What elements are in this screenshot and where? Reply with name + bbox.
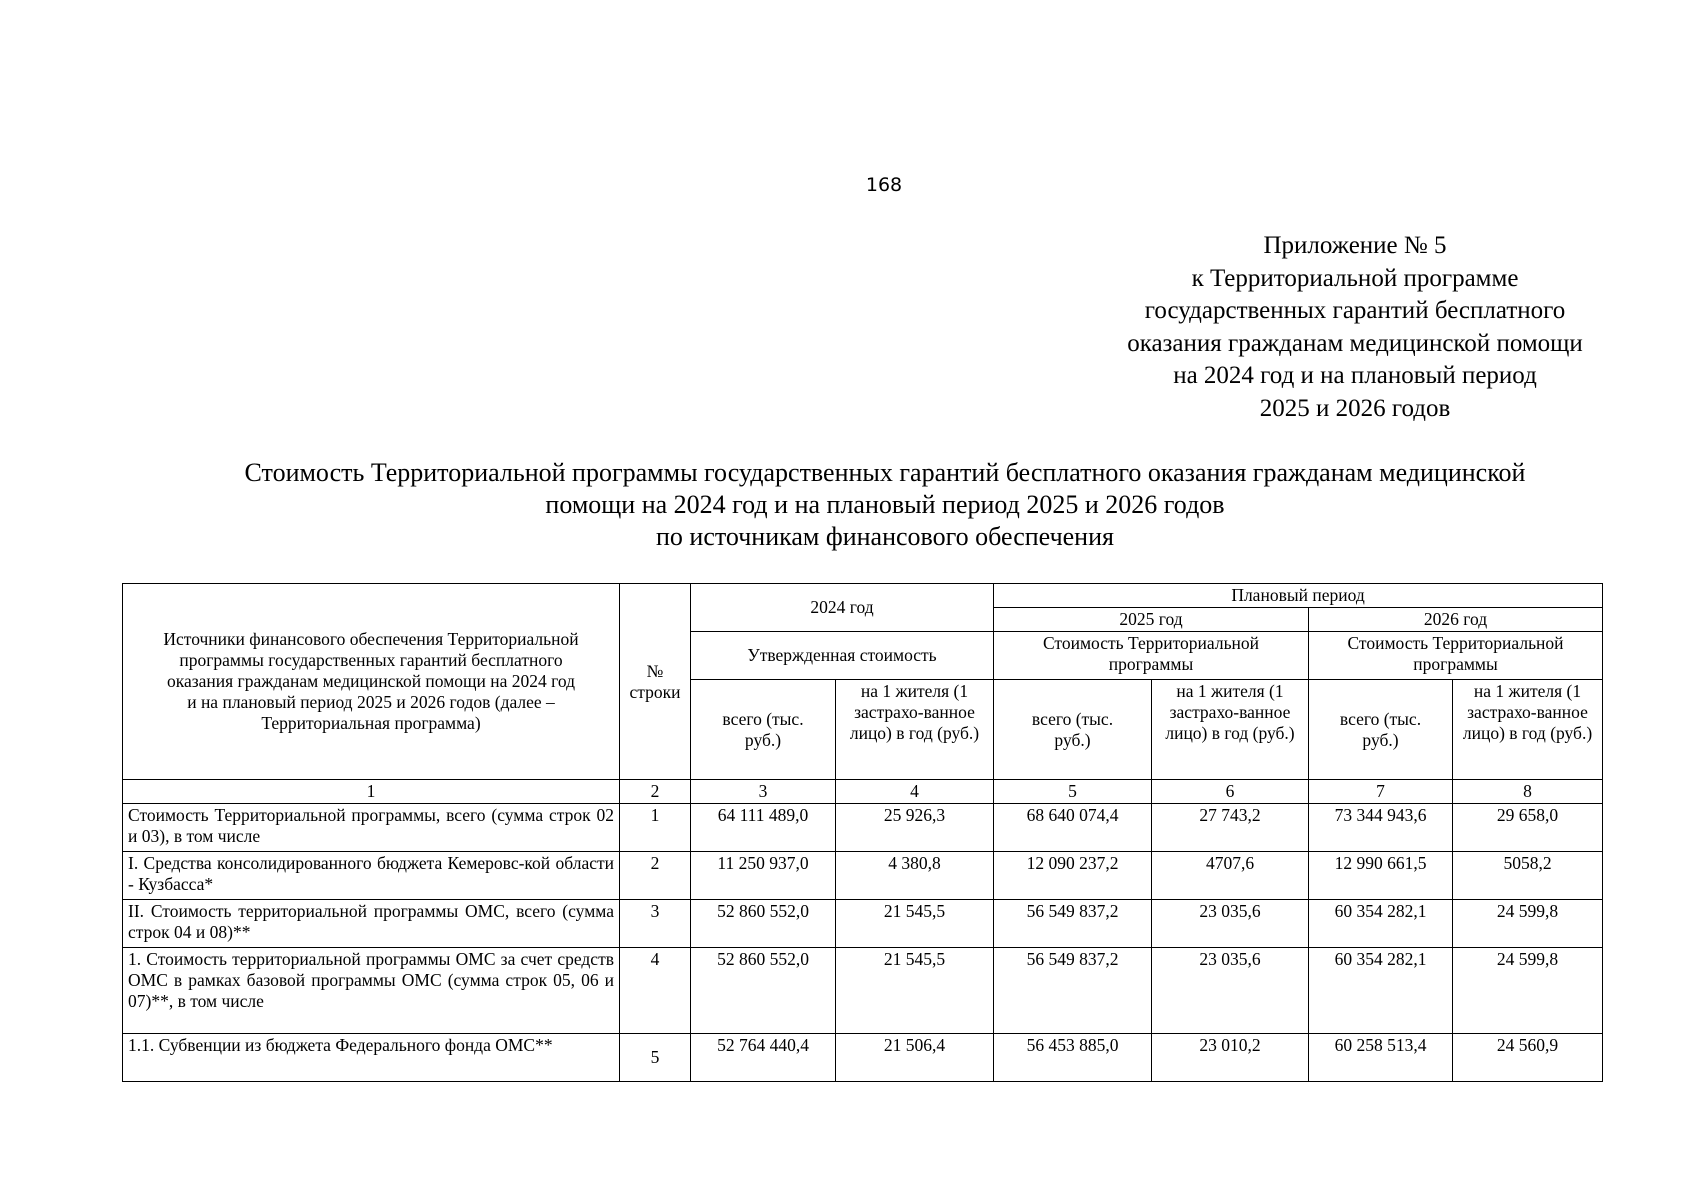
header-per-capita-2026: на 1 жителя (1 застрахо-ванное лицо) в год (руб.) — [1453, 680, 1603, 780]
value-total-2024: 64 111 489,0 — [691, 804, 836, 852]
row-label: 1.1. Субвенции из бюджета Федерального фонда ОМС** — [123, 1034, 620, 1082]
row-label: Стоимость Территориальной программы, всего (сумма строк 02 и 03), в том числе — [123, 804, 620, 852]
row-label: 1. Стоимость территориальной программы ОМС за счет средств ОМС в рамках базовой программы ОМС (сумма строк 05, 06 и 07)**, в том числе — [123, 948, 620, 1034]
value-per-capita-2026: 24 560,9 — [1453, 1034, 1603, 1082]
table-row — [123, 948, 1603, 1034]
header-program-cost-2026: Стоимость Территориальной программы — [1309, 632, 1603, 680]
value-per-capita-2026: 29 658,0 — [1453, 804, 1603, 852]
header-year-2024: 2024 год — [691, 584, 994, 632]
page-number: 168 — [865, 174, 903, 196]
value-per-capita-2025: 23 035,6 — [1152, 900, 1309, 948]
col-number: 6 — [1152, 780, 1309, 804]
value-per-capita-2025: 27 743,2 — [1152, 804, 1309, 852]
col-number: 2 — [620, 780, 691, 804]
value-per-capita-2025: 23 035,6 — [1152, 948, 1309, 1034]
appendix-line: к Территориальной программе — [1191, 264, 1519, 292]
title-line: по источникам финансового обеспечения — [656, 522, 1114, 551]
value-per-capita-2024: 4 380,8 — [836, 852, 994, 900]
col-number: 4 — [836, 780, 994, 804]
header-approved-cost: Утвержденная стоимость — [691, 632, 994, 680]
value-total-2024: 52 860 552,0 — [691, 948, 836, 1034]
row-no: 1 — [620, 804, 691, 852]
header-source-col: Источники финансового обеспечения Территориальной программы государственных гарантий бесплатного оказания гражданам медицинской помощи на 2024 год и на плановый период 2025 и 2026 годов (далее – Территориальная программа) — [123, 584, 620, 780]
header-planned-period: Плановый период — [994, 584, 1603, 608]
value-total-2024: 52 764 440,4 — [691, 1034, 836, 1082]
row-no: 5 — [620, 1034, 691, 1082]
title-line: Стоимость Территориальной программы государственных гарантий бесплатного оказания гражданам медицинской — [244, 458, 1526, 487]
header-per-capita-2024: на 1 жителя (1 застрахо-ванное лицо) в год (руб.) — [836, 680, 994, 780]
document-title — [120, 457, 1650, 553]
header-year-2026: 2026 год — [1309, 608, 1603, 632]
row-no: 3 — [620, 900, 691, 948]
table-row — [123, 804, 1603, 852]
row-label: I. Средства консолидированного бюджета Кемеровс-кой области - Кузбасса* — [123, 852, 620, 900]
value-per-capita-2025: 4707,6 — [1152, 852, 1309, 900]
value-per-capita-2026: 24 599,8 — [1453, 948, 1603, 1034]
value-per-capita-2024: 21 545,5 — [836, 900, 994, 948]
value-total-2024: 11 250 937,0 — [691, 852, 836, 900]
value-per-capita-2024: 21 506,4 — [836, 1034, 994, 1082]
value-total-2026: 60 354 282,1 — [1309, 948, 1453, 1034]
value-total-2025: 56 549 837,2 — [994, 900, 1152, 948]
value-total-2025: 12 090 237,2 — [994, 852, 1152, 900]
value-per-capita-2026: 5058,2 — [1453, 852, 1603, 900]
title-line: помощи на 2024 год и на плановый период 2025 и 2026 годов — [545, 490, 1225, 519]
value-per-capita-2024: 25 926,3 — [836, 804, 994, 852]
appendix-line: государственных гарантий бесплатного — [1144, 297, 1566, 324]
row-no: 2 — [620, 852, 691, 900]
table-row — [123, 1034, 1603, 1082]
row-label: II. Стоимость территориальной программы ОМС, всего (сумма строк 04 и 08)** — [123, 900, 620, 948]
appendix-line: оказания гражданам медицинской помощи — [1127, 329, 1583, 357]
value-total-2026: 73 344 943,6 — [1309, 804, 1453, 852]
header-program-cost-2025: Стоимость Территориальной программы — [994, 632, 1309, 680]
header-total-2026: всего (тыс. руб.) — [1309, 680, 1453, 780]
value-total-2024: 52 860 552,0 — [691, 900, 836, 948]
col-number: 5 — [994, 780, 1152, 804]
col-number: 7 — [1309, 780, 1453, 804]
col-number: 8 — [1453, 780, 1603, 804]
col-number: 3 — [691, 780, 836, 804]
col-number: 1 — [123, 780, 620, 804]
header-year-2025: 2025 год — [994, 608, 1309, 632]
value-total-2025: 68 640 074,4 — [994, 804, 1152, 852]
header-total-2025: всего (тыс. руб.) — [994, 680, 1152, 780]
value-total-2026: 12 990 661,5 — [1309, 852, 1453, 900]
value-total-2026: 60 258 513,4 — [1309, 1034, 1453, 1082]
value-total-2025: 56 549 837,2 — [994, 948, 1152, 1034]
value-total-2026: 60 354 282,1 — [1309, 900, 1453, 948]
appendix-line: Приложение № 5 — [1263, 232, 1447, 259]
header-per-capita-2025: на 1 жителя (1 застрахо-ванное лицо) в год (руб.) — [1152, 680, 1309, 780]
financing-table — [122, 583, 1603, 1082]
appendix-line: 2025 и 2026 годов — [1259, 394, 1451, 422]
header-row-no: № строки — [620, 584, 691, 780]
value-per-capita-2024: 21 545,5 — [836, 948, 994, 1034]
table-row — [123, 900, 1603, 948]
value-per-capita-2026: 24 599,8 — [1453, 900, 1603, 948]
appendix-header — [1085, 230, 1625, 425]
appendix-line: на 2024 год и на плановый период — [1173, 362, 1537, 389]
header-total-2024: всего (тыс. руб.) — [691, 680, 836, 780]
value-total-2025: 56 453 885,0 — [994, 1034, 1152, 1082]
table-row — [123, 852, 1603, 900]
value-per-capita-2025: 23 010,2 — [1152, 1034, 1309, 1082]
row-no: 4 — [620, 948, 691, 1034]
